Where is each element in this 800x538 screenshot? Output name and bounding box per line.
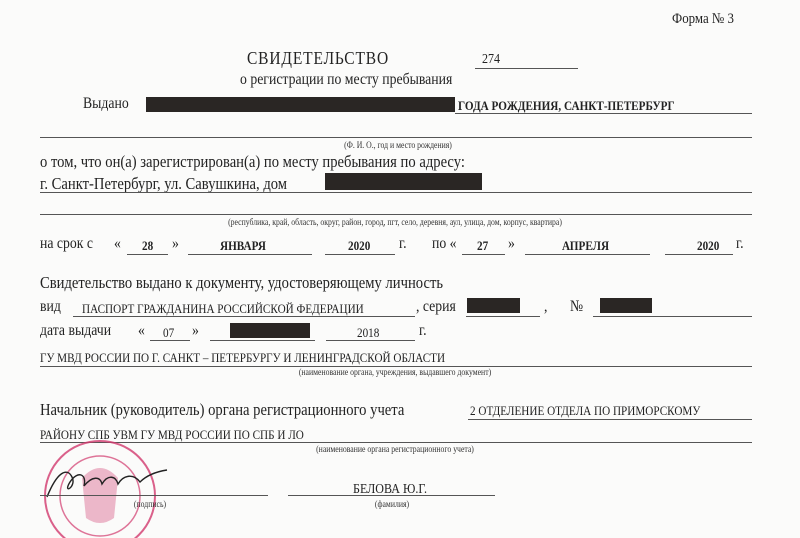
divider: [593, 316, 752, 317]
comma: ,: [544, 298, 548, 315]
divider: [326, 340, 415, 341]
document-label: Свидетельство выдано к документу, удостоверяющему личность: [40, 273, 444, 292]
signature: [42, 462, 182, 502]
signature-line: [40, 495, 268, 496]
term-to-year: 2020: [697, 238, 720, 253]
officer-surname: БЕЛОВА Ю.Г.: [353, 482, 427, 497]
issue-date-label: дата выдачи: [40, 322, 112, 339]
document-subtitle: о регистрации по месту пребывания: [240, 71, 453, 88]
certificate-number: 274: [482, 52, 501, 67]
quote: »: [192, 322, 199, 339]
surname-caption: (фамилия): [374, 499, 410, 509]
divider: [40, 214, 752, 215]
issued-to-caption: (Ф. И. О., год и место рождения): [344, 140, 452, 150]
address-value: г. Санкт-Петербург, ул. Савушкина, дом: [40, 174, 288, 193]
year-suffix: г.: [419, 322, 427, 339]
document-type-value: ПАСПОРТ ГРАЖДАНИНА РОССИЙСКОЙ ФЕДЕРАЦИИ: [82, 301, 364, 316]
term-label: на срок с: [40, 235, 94, 252]
quote: »: [508, 235, 515, 252]
authority-value-1: 2 ОТДЕЛЕНИЕ ОТДЕЛА ПО ПРИМОРСКОМУ: [470, 403, 701, 418]
issue-year: 2018: [357, 325, 380, 340]
divider: [665, 254, 733, 255]
authority-value-2: РАЙОНУ СПБ УВМ ГУ МВД РОССИИ ПО СПБ И ЛО: [40, 427, 304, 442]
quote: »: [172, 235, 179, 252]
term-to-day: 27: [477, 238, 489, 253]
divider: [455, 113, 752, 114]
signature-caption: (подпись): [133, 499, 167, 509]
divider: [288, 495, 495, 496]
term-from-day: 28: [142, 238, 154, 253]
document-title: СВИДЕТЕЛЬСТВО: [247, 48, 390, 68]
series-label: , серия: [416, 298, 456, 315]
divider: [525, 254, 650, 255]
divider: [73, 316, 415, 317]
issue-day: 07: [163, 325, 175, 340]
form-number: Форма № 3: [672, 11, 734, 27]
year-suffix: г.: [399, 235, 407, 252]
divider: [475, 68, 578, 69]
divider: [210, 340, 315, 341]
redaction: [467, 298, 520, 313]
issued-to-value: ГОДА РОЖДЕНИЯ, САНКТ-ПЕТЕРБУРГ: [458, 98, 675, 113]
redaction: [230, 323, 310, 338]
divider: [188, 254, 312, 255]
divider: [466, 316, 540, 317]
divider: [150, 340, 190, 341]
redaction: [600, 298, 652, 313]
quote: «: [114, 235, 121, 252]
document-type-label: вид: [40, 298, 61, 315]
divider: [468, 419, 752, 420]
authority-caption: (наименование органа регистрационного учета): [316, 444, 474, 454]
term-to-label: по «: [432, 235, 457, 252]
issuer-caption: (наименование органа, учреждения, выдавшего документ): [298, 367, 492, 377]
address-caption: (республика, край, область, округ, район, город, пгт, село, деревня, аул, улица, дом, корпус, квартира): [228, 217, 562, 227]
divider: [462, 254, 505, 255]
quote: «: [138, 322, 145, 339]
term-from-month: ЯНВАРЯ: [220, 238, 266, 253]
redaction: [325, 173, 482, 190]
number-label: №: [570, 298, 584, 315]
divider: [127, 254, 168, 255]
authority-label: Начальник (руководитель) органа регистрационного учета: [40, 400, 405, 419]
term-to-month: АПРЕЛЯ: [562, 238, 610, 253]
divider: [40, 137, 752, 138]
document-issuer: ГУ МВД РОССИИ ПО Г. САНКТ – ПЕТЕРБУРГУ И ЛЕНИНГРАДСКОЙ ОБЛАСТИ: [40, 350, 446, 365]
divider: [40, 192, 752, 193]
term-from-year: 2020: [348, 238, 371, 253]
address-label: о том, что он(а) зарегистрирован(а) по месту пребывания по адресу:: [40, 152, 465, 171]
year-suffix: г.: [736, 235, 744, 252]
issued-to-label: Выдано: [83, 95, 129, 112]
redaction: [146, 97, 455, 112]
divider: [325, 254, 395, 255]
